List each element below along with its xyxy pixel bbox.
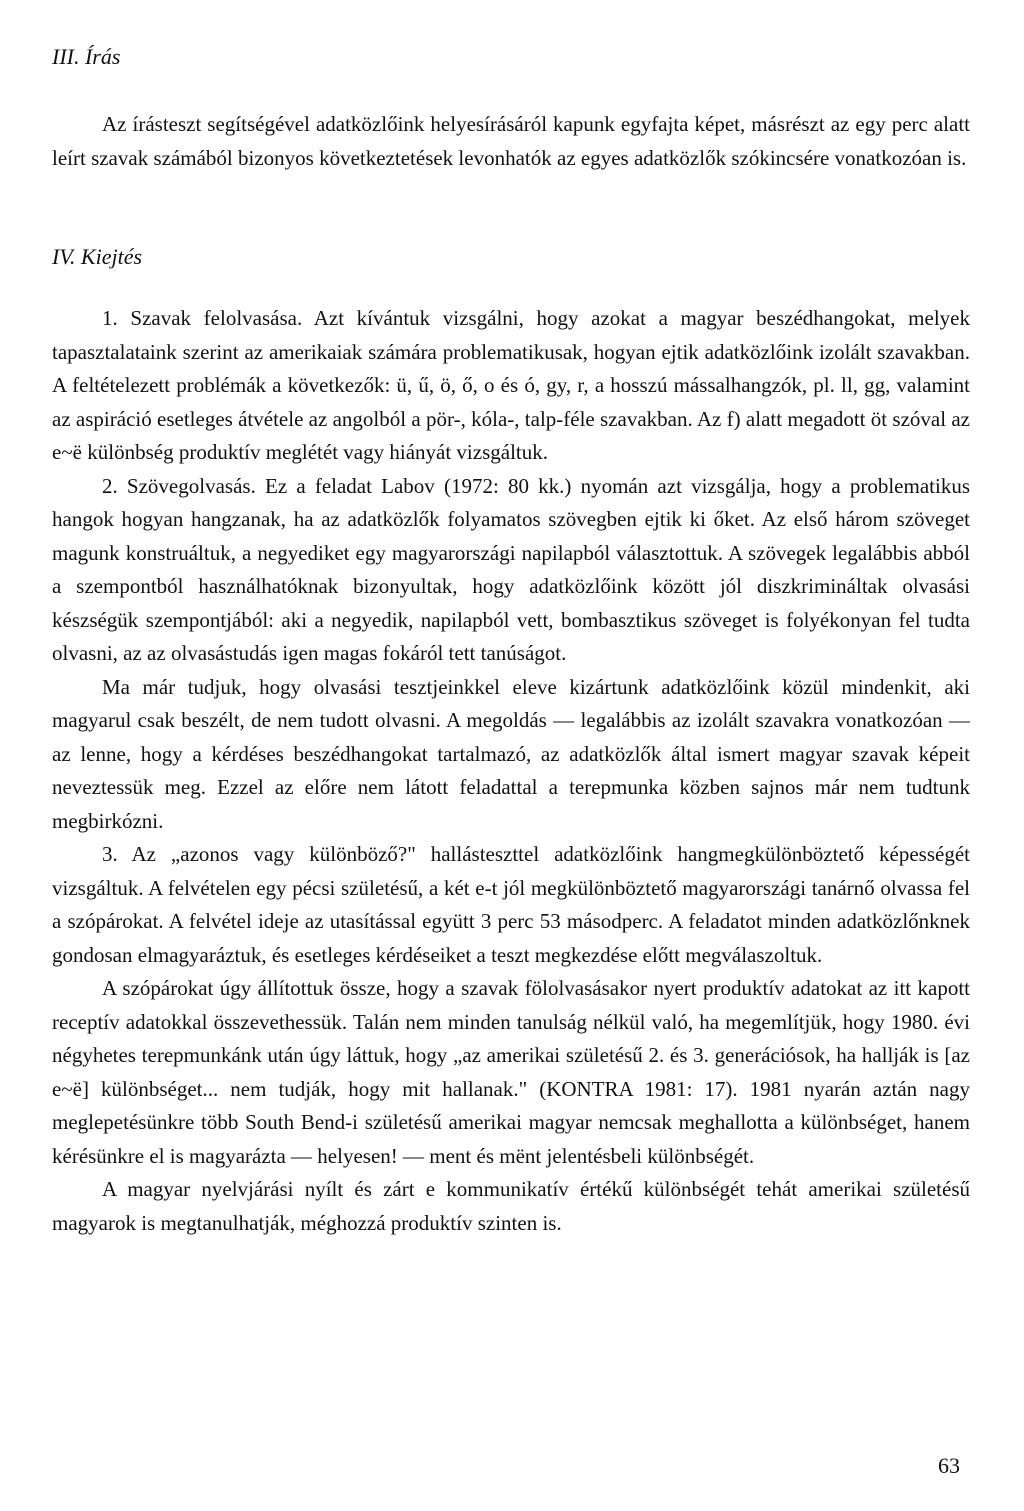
section-heading-iras: III. Írás [52, 44, 121, 69]
paragraph-iras: Az írásteszt segítségével adatközlőink helyesírásáról kapunk egyfajta képet, másrészt az egy perc alatt leírt szavak számából bizonyos következtetések levonhatók az egyes adatközlők szókincsére vonatkozóan is. [52, 112, 970, 170]
paragraph-1: 1. Szavak felolvasása. Azt kívántuk vizsgálni, hogy azokat a magyar beszédhangokat, melyek tapasztalataink szerint az amerikaiak számára problematikusak, hogyan ejtik adatközlőink izolált szavakban. A feltételezett problémák a következők: ü, ű, ö, ő, o és ó, gy, r, a hosszú mássalhangzók, pl. ll, gg, valamint az aspiráció esetleges átvétele az angolból a pör-, kóla-, talp-féle szavakban. Az f) alatt megadott öt szóval az e~ë különbség produktív meglétét vagy hiányát vizsgáltuk. [52, 306, 970, 464]
paragraph-6: A magyar nyelvjárási nyílt és zárt e kommunikatív értékű különbségét tehát amerikai születésű magyarok is megtanulhatják, méghozzá produktív szinten is. [52, 1177, 970, 1235]
page-number: 63 [938, 1453, 960, 1478]
paragraph-3: Ma már tudjuk, hogy olvasási tesztjeinkkel eleve kizártunk adatközlőink közül mindenkit, aki magyarul csak beszélt, de nem tudott olvasni. A megoldás — legalábbis az izolált szavakra vonatkozóan — az lenne, hogy a kérdéses beszédhangokat tartalmazó, az adatközlők által ismert magyar szavak képeit neveztessük meg. Ezzel az előre nem látott feladattal a terepmunka közben sajnos már nem tudtunk megbirkózni. [52, 674, 970, 833]
section-heading-kiejtes: IV. Kiejtés [52, 244, 143, 269]
paragraph-2: 2. Szövegolvasás. Ez a feladat Labov (1972: 80 kk.) nyomán azt vizsgálja, hogy a problematikus hangok hogyan hangzanak, ha az adatközlők folyamatos szövegben ejtik ki őket. Az első három szöveget magunk konstruáltuk, a negyediket egy magyarországi napilapból választottuk. A szövegek legalábbis abból a szempontból használhatóknak bizonyultak, hogy adatközlőink között jól diszkrimináltak olvasási készségük szempontjából: aki a negyedik, napilapból vett, bombasztikus szöveget is folyékonyan fel tudta olvasni, az az olvasástudás igen magas fokáról tett tanúságot. [52, 473, 970, 665]
paragraph-5: A szópárokat úgy állítottuk össze, hogy a szavak fölolvasásakor nyert produktív adatokat az itt kapott receptív adatokkal összevethessük. Talán nem minden tanulság nélkül való, ha megemlítjük, hogy 1980. évi négyhetes terepmunkánk után úgy láttuk, hogy „az amerikai születésű 2. és 3. generációsok, ha hallják is [az e~ë] különbséget... nem tudják, hogy mit hallanak." (KONTRA 1981: 17). 1981 nyarán aztán nagy meglepetésünkre több South Bend-i születésű amerikai magyar nemcsak meghallotta a különbséget, hanem kérésünkre el is magyarázta — helyesen! — ment és mënt jelentésbeli különbségét. [52, 976, 970, 1168]
body-text [52, 302, 970, 1240]
paragraph-4: 3. Az „azonos vagy különböző?" hallásteszttel adatközlőink hangmegkülönböztető képességét vizsgáltuk. A felvételen egy pécsi születésű, a két e-t jól megkülönböztető magyarországi tanárnő olvassa fel a szópárokat. A felvétel ideje az utasítással együtt 3 perc 53 másodperc. A feladatot minden adatközlőnknek gondosan elmagyaráztuk, és esetleges kérdéseiket a teszt megkezdése előtt megválaszoltuk. [52, 842, 970, 967]
